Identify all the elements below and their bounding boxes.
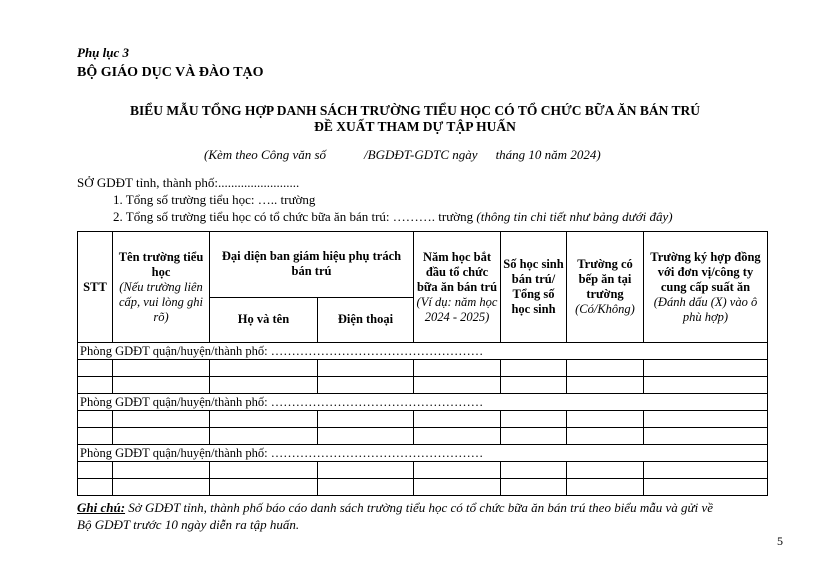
- district-group-row: Phòng GDĐT quận/huyện/thành phố: ……………………………………………: [78, 445, 768, 462]
- attachment-part1: (Kèm theo Công văn số: [204, 147, 327, 162]
- note-label: Ghi chú:: [77, 500, 126, 515]
- header-students: Số học sinh bán trú/ Tổng số học sinh: [501, 232, 567, 343]
- header-kitchen-note: (Có/Không): [575, 302, 635, 316]
- attachment-part3: tháng 10 năm 2024): [495, 147, 601, 162]
- table-row: [78, 428, 768, 445]
- total-schools-line: 1. Tổng số trường tiểu học: ….. trường: [113, 192, 316, 207]
- header-start-year: [414, 232, 501, 343]
- note-text: Sở GDĐT tỉnh, thành phố báo cáo danh sách trường tiểu học có tổ chức bữa ăn bán trú theo biểu mẫu và gửi về: [125, 500, 713, 515]
- district-group-row: Phòng GDĐT quận/huyện/thành phố: ……………………………………………: [78, 343, 768, 360]
- header-contract: [644, 232, 768, 343]
- note-line2: Bộ GDĐT trước 10 ngày diễn ra tập huấn.: [77, 517, 300, 532]
- header-kitchen-label: Trường có bếp ăn tại trường: [577, 257, 633, 301]
- header-full-name: Họ và tên: [210, 297, 318, 342]
- table-row: [78, 377, 768, 394]
- boarding-schools-note: (thông tin chi tiết như bảng dưới đây): [476, 209, 673, 224]
- header-kitchen: [567, 232, 644, 343]
- header-school-name-note: (Nếu trường liên cấp, vui lòng ghi rõ): [118, 279, 203, 324]
- department-line: SỞ GDĐT tỉnh, thành phố:.........................: [77, 175, 300, 190]
- header-stt: STT: [78, 232, 113, 343]
- header-representative: Đại diện ban giám hiệu phụ trách bán trú: [210, 232, 414, 298]
- header-start-year-note: (Ví dụ: năm học 2024 - 2025): [416, 294, 498, 324]
- table-row: [78, 360, 768, 377]
- boarding-schools-line: [113, 209, 673, 225]
- form-title-line1: BIỂU MẪU TỔNG HỢP DANH SÁCH TRƯỜNG TIỂU HỌC CÓ TỔ CHỨC BỮA ĂN BÁN TRÚ: [130, 103, 700, 118]
- header-school-name-label: Tên trường tiểu học: [118, 249, 204, 279]
- note-line1: [77, 500, 713, 516]
- ministry-name: BỘ GIÁO DỤC VÀ ĐÀO TẠO: [77, 65, 264, 80]
- table-row: [78, 411, 768, 428]
- boarding-schools-text: 2. Tổng số trường tiểu học có tổ chức bữa ăn bán trú: ………. trường: [113, 209, 477, 224]
- header-phone: Điện thoại: [318, 297, 414, 342]
- attachment-part2: /BGDĐT-GDTC ngày: [364, 147, 478, 162]
- header-contract-label: Trường ký hợp đồng với đơn vị/công ty cung cấp suất ăn: [650, 249, 761, 294]
- header-start-year-label: Năm học bắt đầu tổ chức bữa ăn bán trú: [416, 249, 498, 294]
- header-school-name: [113, 232, 210, 343]
- header-contract-note: (Đánh dấu (X) vào ô phù hợp): [653, 294, 758, 324]
- table-row: [78, 479, 768, 496]
- form-title-line2: ĐỀ XUẤT THAM DỰ TẬP HUẤN: [314, 119, 516, 134]
- school-list-table: [77, 231, 768, 496]
- district-group-row: Phòng GDĐT quận/huyện/thành phố: ……………………………………………: [78, 394, 768, 411]
- appendix-label: Phụ lục 3: [77, 45, 130, 60]
- table-row: [78, 462, 768, 479]
- attachment-reference: [204, 147, 601, 163]
- page-number: 5: [777, 534, 783, 548]
